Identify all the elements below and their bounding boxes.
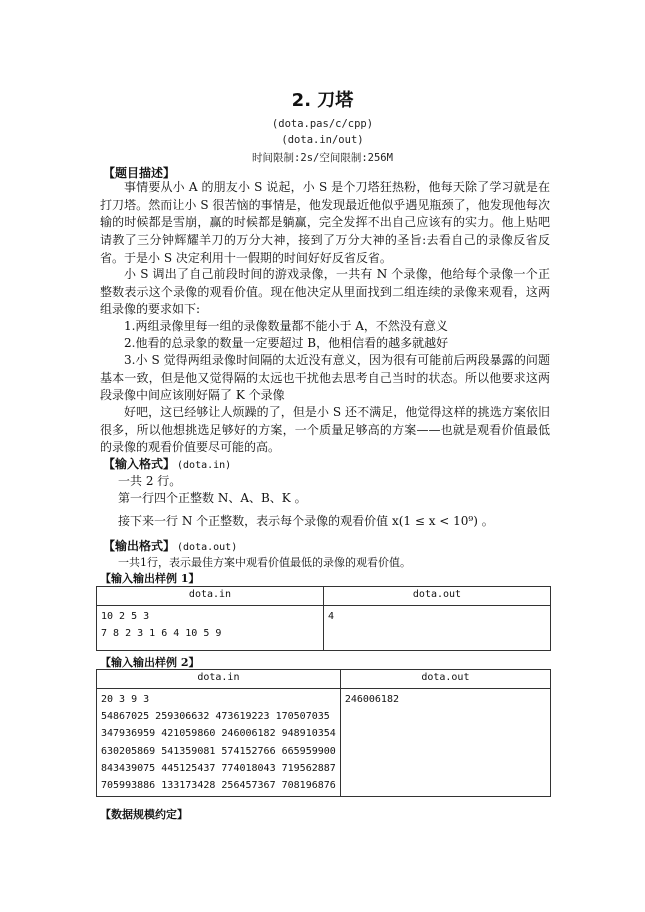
data-scale-heading: 【数据规模约定】 — [100, 808, 188, 821]
example-1-header-row — [97, 587, 551, 606]
description-paragraph-2: 小 S 调出了自己前段时间的游戏录像，一共有 N 个录像，他给每个录像一个正整数表示这个录像的观看价值。现在他决定从里面找到二组连续的录像来观看，这两组录像的要求如下: — [100, 267, 550, 317]
example-1-input-cell — [97, 606, 324, 651]
description-paragraph-3: 好吧，这已经够让人烦躁的了，但是小 S 还不满足，他觉得这样的挑选方案依旧很多，所以他想挑选足够好的方案，一个质量足够高的方案——也就是观看价值最低的录像的观看价值要尽可能的高。 — [100, 405, 550, 455]
example-2-table — [96, 669, 551, 797]
example-1-output-header: dota.out — [324, 587, 551, 606]
requirement-3: 3.小 S 觉得两组录像时间隔的太近没有意义，因为很有可能前后两段暴露的问题基本一致，但是他又觉得隔的太远也干扰他去思考自己当时的状态。所以他要求这两段录像中间应该刚好隔了 K 个录像 — [100, 353, 550, 403]
requirement-1: 1.两组录像里每一组的录像数量都不能小于 A，不然没有意义 — [124, 319, 448, 333]
example-2-body-row — [97, 689, 551, 797]
input-format-heading-label: 【输入格式】 — [103, 457, 176, 471]
example-1-label: 【输入输出样例 1】 — [100, 572, 200, 585]
requirement-2: 2.他看的总录象的数量一定要超过 B，他相信看的越多就越好 — [124, 336, 449, 350]
example-1-table — [96, 586, 551, 651]
source-files-line: (dota.pas/c/cpp) — [271, 118, 374, 130]
io-files-line: (dota.in/out) — [281, 134, 364, 146]
output-format-heading-label: 【输出格式】 — [103, 539, 176, 553]
example-1-output-text: 4 — [328, 611, 335, 622]
input-file-name: (dota.in) — [177, 460, 232, 471]
example-2-input-header: dota.in — [97, 670, 341, 689]
example-2-output-header: dota.out — [340, 670, 550, 689]
limits-line: 时间限制:2s/空间限制:256M — [252, 152, 393, 164]
example-1-input-text: 10 2 5 3 7 8 2 3 1 6 4 10 5 9 — [101, 611, 222, 640]
input-line-1: 一共 2 行。 — [118, 474, 182, 488]
example-2-input-text: 20 3 9 3 54867025 259306632 473619223 170507035 347936959 421059860 246006182 948910354 630205869 541359081 574152766 665959900 843439075 445125437 774018043 719562887 705993886 133173428 256457367 708196876 — [101, 694, 336, 792]
example-2-label: 【输入输出样例 2】 — [100, 656, 200, 669]
description-paragraph-1: 事情要从小 A 的朋友小 S 说起，小 S 是个刀塔狂热粉，他每天除了学习就是在打刀塔。然而让小 S 很苦恼的事情是，他发现最近他似乎遇见瓶颈了，他发现他每次输的时候都是雪崩，赢的时候都是躺赢，完全发挥不出自己应该有的实力。他上贴吧请教了三分钟辉耀羊刀的万分大神，接到了万分大神的圣旨:去看自己的录像反省反省。于是小 S 决定利用十一假期的时间好好反省反省。 — [100, 180, 550, 265]
output-line-1: 一共1行，表示最佳方案中观看价值最低的录像的观看价值。 — [118, 556, 411, 569]
example-2-output-cell — [340, 689, 550, 797]
example-1-body-row — [97, 606, 551, 651]
description-heading: 【题目描述】 — [103, 166, 176, 180]
example-2-header-row — [97, 670, 551, 689]
example-1-input-header: dota.in — [97, 587, 324, 606]
example-2-output-text: 246006182 — [344, 694, 399, 705]
example-2-input-cell — [97, 689, 341, 797]
input-format-heading — [103, 455, 231, 472]
input-line-3: 接下来一行 N 个正整数，表示每个录像的观看价值 x(1 ≤ x < 10⁹) 。 — [118, 514, 494, 528]
example-1-output-cell — [324, 606, 551, 651]
problem-title: 2. 刀塔 — [291, 90, 354, 111]
output-format-heading — [103, 537, 237, 554]
output-file-name: (dota.out) — [177, 542, 238, 553]
input-line-2: 第一行四个正整数 N、A、B、K 。 — [118, 491, 307, 505]
